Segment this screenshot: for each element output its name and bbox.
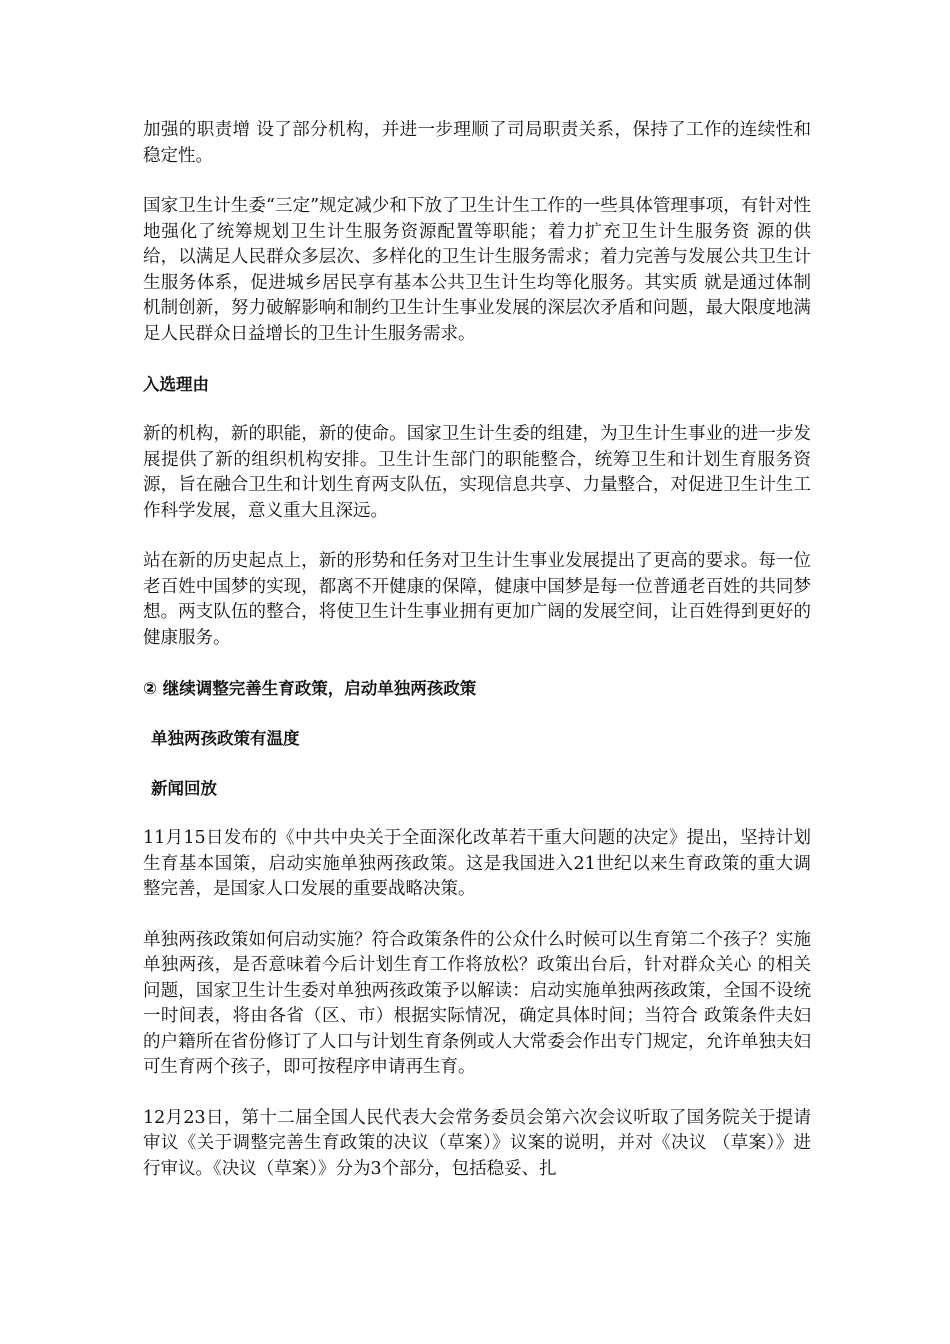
- paragraph-continuation: 加强的职责增 设了部分机构，并进一步理顺了司局职责关系，保持了工作的连续性和稳定性。: [143, 120, 811, 166]
- paragraph-three-determinations: 国家卫生计生委“三定”规定减少和下放了卫生计生工作的一些具体管理事项，有针对性地强化了统筹规划卫生计生服务资源配置等职能；着力扩充卫生计生服务资 源的供给，以满足人民群众多层次、多样化的卫生计生服务需求；着力完善与发展公共卫生计生服务体系，促进城乡居民享有基本公共卫生计生均等化服务。其实质 就是通过体制机制创新，努力破解影响和制约卫生计生事业发展的深层次矛盾和问题，最大限度地满足人民群众日益增长的卫生计生服务需求。: [143, 196, 811, 344]
- heading-item-2: ② 继续调整完善生育政策，启动单独两孩政策: [143, 679, 477, 698]
- paragraph-nov-15: 11月15日发布的《中共中央关于全面深化改革若干重大问题的决定》提出，坚持计划生育基本国策，启动实施单独两孩政策。这是我国进入21世纪以来生育政策的重大调整完善，是国家人口发展的重要战略决策。: [143, 828, 811, 899]
- paragraph-new-starting-point: 站在新的历史起点上，新的形势和任务对卫生计生事业发展提出了更高的要求。每一位老百姓中国梦的实现，都离不开健康的保障，健康中国梦是每一位普通老百姓的共同梦想。两支队伍的整合，将使卫生计生事业拥有更加广阔的发展空间，让百姓得到更好的健康服务。: [143, 551, 811, 648]
- document-page: [143, 118, 811, 1207]
- heading-news-review: 新闻回放: [151, 779, 217, 798]
- paragraph-dec-23: 12月23日，第十二届全国人民代表大会常务委员会第六次会议听取了国务院关于提请审议《关于调整完善生育政策的决议（草案）》议案的说明，并对《决议 （草案）》进行审议。《决议（草案）》分为3个部分，包括稳妥、扎: [143, 1107, 811, 1179]
- heading-selection-reason: 入选理由: [143, 375, 209, 394]
- paragraph-new-institution: 新的机构，新的职能，新的使命。国家卫生计生委的组建，为卫生计生事业的进一步发展提供了新的组织机构安排。卫生计生部门的职能整合，统筹卫生和计划生育服务资源，旨在融合卫生和计划生育两支队伍，实现信息共享、力量整合，对促进卫生计生工作科学发展，意义重大且深远。: [143, 424, 811, 521]
- heading-policy-warmth: 单独两孩政策有温度: [151, 729, 300, 748]
- paragraph-policy-qa: 单独两孩政策如何启动实施？符合政策条件的公众什么时候可以生育第二个孩子？实施单独两孩，是否意味着今后计划生育工作将放松？政策出台后，针对群众关心 的相关问题，国家卫生计生委对单独两孩政策予以解读：启动实施单独两孩政策，全国不设统一时间表，将由各省（区、市）根据实际情况，确定具体时间；当符合 政策条件夫妇的户籍所在省份修订了人口与计划生育条例或人大常委会作出专门规定，允许单独夫妇可生育两个孩子，即可按程序申请再生育。: [143, 929, 811, 1077]
